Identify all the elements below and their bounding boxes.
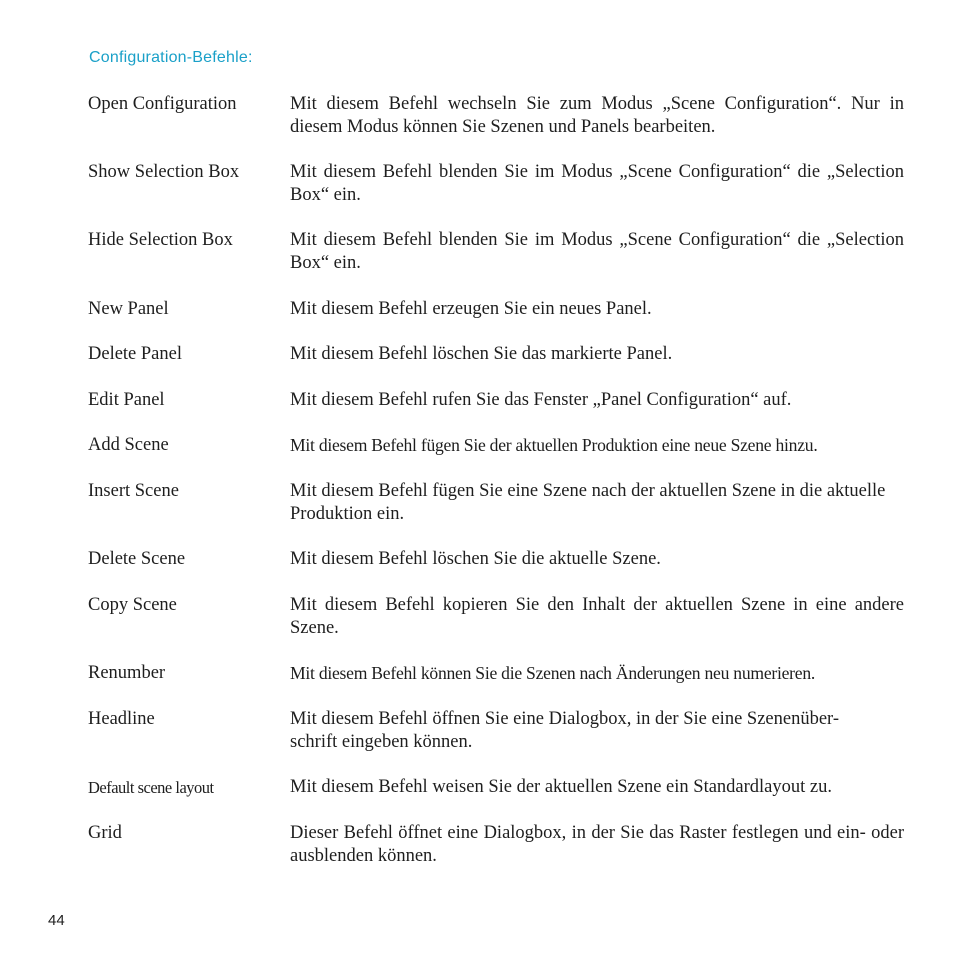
command-term: New Panel [88, 299, 169, 319]
section-heading: Configuration-Befehle: [89, 49, 253, 66]
command-term: Default scene layout [88, 778, 214, 797]
command-description: Mit diesem Befehl fügen Sie der aktuellen Produktion eine neue Szene hinzu. [290, 435, 818, 455]
command-description: Mit diesem Befehl erzeugen Sie ein neues Panel. [290, 299, 652, 319]
command-term: Renumber [88, 663, 166, 683]
command-description: Mit diesem Befehl rufen Sie das Fenster „Panel Configuration“ auf. [290, 390, 792, 410]
command-description: Mit diesem Befehl weisen Sie der aktuellen Szene ein Standardlayout zu. [290, 777, 832, 797]
command-term: Open Configuration [88, 94, 237, 114]
command-term: Headline [88, 709, 155, 729]
command-description: Mit diesem Befehl blenden Sie im Modus „Scene Configuration“ die „Selection Box“ ein. [290, 230, 904, 273]
command-term: Add Scene [88, 435, 169, 455]
command-term: Show Selection Box [88, 162, 240, 182]
page-number: 44 [48, 912, 65, 929]
command-description: Dieser Befehl öffnet eine Dialogbox, in der Sie das Raster festlegen und ein- oder ausblenden können. [290, 823, 904, 866]
command-description: Mit diesem Befehl blenden Sie im Modus „Scene Configuration“ die „Selection Box“ ein. [290, 162, 904, 205]
command-term: Delete Panel [88, 344, 182, 364]
command-description: Mit diesem Befehl fügen Sie eine Szene nach der aktuellen Szene in die aktuelle Produktion ein. [290, 481, 886, 524]
command-term: Hide Selection Box [88, 230, 233, 250]
command-term: Delete Scene [88, 549, 186, 569]
command-description: Mit diesem Befehl löschen Sie das markierte Panel. [290, 344, 673, 364]
command-description: Mit diesem Befehl kopieren Sie den Inhalt der aktuellen Szene in eine andere Szene. [290, 595, 904, 638]
command-description: Mit diesem Befehl öffnen Sie eine Dialogbox, in der Sie eine Szenenüber- schrift eingeben können. [290, 709, 839, 752]
command-term: Grid [88, 823, 122, 843]
command-term: Copy Scene [88, 595, 177, 615]
command-term: Edit Panel [88, 390, 165, 410]
command-term: Insert Scene [88, 481, 179, 501]
command-description: Mit diesem Befehl löschen Sie die aktuelle Szene. [290, 549, 661, 569]
command-description: Mit diesem Befehl können Sie die Szenen nach Änderungen neu numerieren. [290, 663, 816, 683]
command-description: Mit diesem Befehl wechseln Sie zum Modus „Scene Configuration“. Nur in diesem Modus können Sie Szenen und Panels bearbeiten. [290, 94, 904, 137]
